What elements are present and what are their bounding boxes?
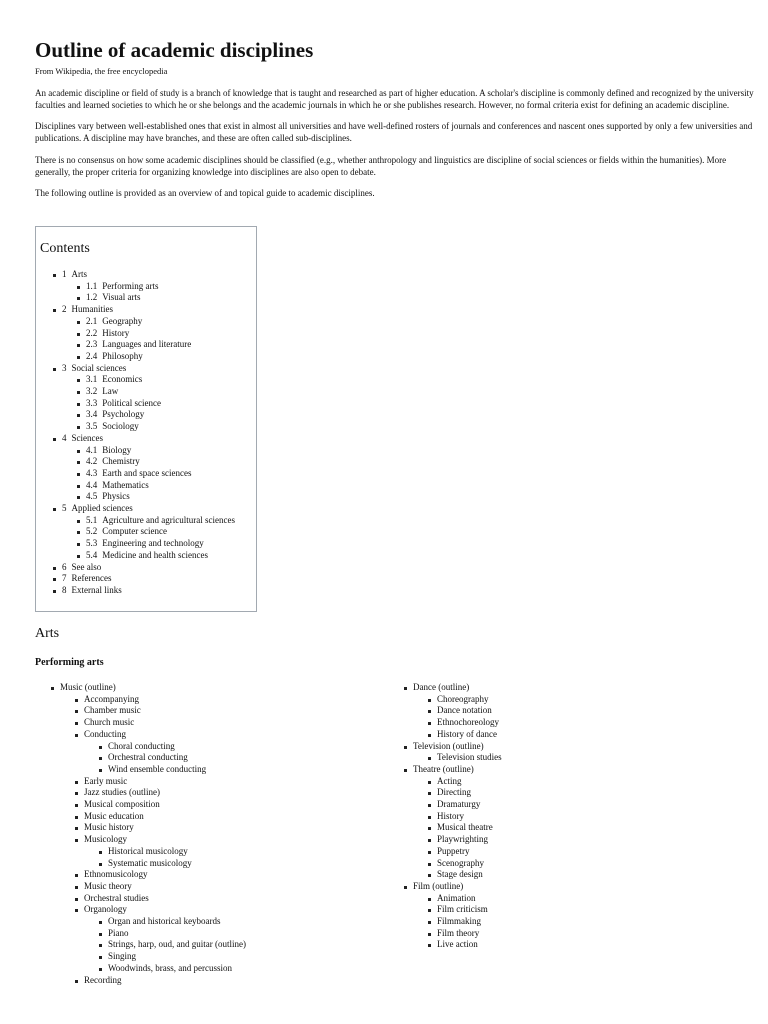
toc-item-arts[interactable] [50, 269, 252, 304]
toc-item-philosophy[interactable] [74, 351, 252, 363]
list-item-choral-conducting [96, 741, 246, 753]
list-item-link[interactable]: Woodwinds, brass, and percussion [108, 962, 233, 973]
toc-number: 4.4 [86, 479, 98, 490]
list-item-link[interactable]: Wind ensemble conducting [108, 763, 207, 774]
toc-label[interactable]: See also [71, 561, 102, 572]
list-item-link[interactable]: Film criticism [437, 904, 488, 915]
toc-sublist [74, 515, 252, 562]
list-item-link[interactable]: Choreography [437, 693, 489, 704]
toc-number: 4.5 [86, 491, 98, 502]
toc-item-economics[interactable] [74, 374, 252, 386]
list-item-link[interactable]: History [437, 810, 464, 821]
list-item-historical-musicology [96, 846, 246, 858]
toc-label[interactable]: Sciences [71, 432, 103, 443]
toc-item-physics[interactable] [74, 491, 252, 503]
intro-paragraph-1: An academic discipline or field of study is a branch of knowledge that is taught and researched as part of higher education. A scholar's discipline is commonly defined and recognized by the university faculties and learned societies to which he or she belongs and the academic journals in which he or she publishes research. However, no formal criteria exist for defining an academic discipline. [35, 88, 754, 110]
toc-label[interactable]: Earth and space sciences [102, 467, 192, 478]
toc-label[interactable]: Visual arts [102, 292, 141, 303]
toc-item-chemistry[interactable] [74, 456, 252, 468]
list-item-music-education [72, 811, 246, 823]
list-item-stage-design [425, 869, 502, 881]
list-item-puppetry [425, 846, 502, 858]
toc-label[interactable]: Psychology [102, 409, 145, 420]
list-item-early-music [72, 776, 246, 788]
toc-sublist [74, 374, 252, 433]
toc-number: 4.2 [86, 456, 98, 467]
toc-number: 2 [62, 304, 67, 315]
sublist [425, 893, 502, 952]
toc-number: 7 [62, 573, 67, 584]
intro-paragraph-3: There is no consensus on how some academic disciplines should be classified (e.g., whether anthropology and linguistics are discipline of social sciences or fields within the humanities). More generally, the proper criteria for organizing knowledge into disciplines are also open to debate. [35, 154, 727, 177]
list-item-link[interactable]: Television studies [437, 752, 502, 763]
sublist [96, 846, 246, 869]
list-item-link[interactable]: Historical musicology [108, 845, 188, 856]
toc-label[interactable]: Sociology [102, 421, 139, 432]
toc-number: 8 [62, 584, 67, 595]
toc-sublist [74, 445, 252, 504]
toc-item-humanities[interactable] [50, 304, 252, 363]
toc-label[interactable]: Humanities [71, 304, 113, 315]
toc-number: 6 [62, 561, 67, 572]
toc-label[interactable]: Agriculture and agricultural sciences [102, 514, 235, 525]
list-item-playwrighting [425, 834, 502, 846]
list-item-live-action [425, 939, 502, 951]
section-heading-arts: Arts [35, 626, 60, 641]
list-item-jazz-studies-outline [72, 787, 246, 799]
toc-label[interactable]: External links [71, 584, 122, 595]
list-item-link[interactable]: Singing [108, 951, 137, 962]
list-item-animation [425, 893, 502, 905]
list-item-link[interactable]: Musical theatre [437, 822, 493, 833]
toc-number: 3.4 [86, 409, 98, 420]
toc-label[interactable]: Mathematics [102, 479, 149, 490]
sublist [72, 694, 246, 987]
list-item-link[interactable]: Film (outline) [413, 880, 464, 891]
list-item-link[interactable]: Dance (outline) [413, 682, 470, 692]
list-item-accompanying [72, 694, 246, 706]
list-item-piano [96, 928, 246, 940]
list-item-history [425, 811, 502, 823]
list-item-link[interactable]: Orchestral conducting [108, 752, 188, 763]
toc-label[interactable]: Performing arts [102, 280, 159, 291]
toc-number: 3.3 [86, 397, 98, 408]
list-item-television-studies [425, 752, 502, 764]
list-item-link[interactable]: Acting [437, 775, 462, 786]
list-item-link[interactable]: Stage design [437, 869, 483, 880]
list-item-link[interactable]: Choral conducting [108, 740, 175, 751]
toc-label[interactable]: Philosophy [102, 350, 143, 361]
list-item-link[interactable]: Organ and historical keyboards [108, 916, 221, 927]
list-item-orchestral-conducting [96, 752, 246, 764]
list-item-link[interactable]: Filmmaking [437, 916, 482, 927]
list-item-link[interactable]: Scenography [437, 857, 484, 868]
table-of-contents [35, 226, 257, 612]
toc-item-biology[interactable] [74, 445, 252, 457]
list-item-strings-harp-oud-and-guitar-outline [96, 939, 246, 951]
list-item-link[interactable]: Live action [437, 939, 478, 950]
toc-number: 3.2 [86, 386, 98, 397]
list-item-link[interactable]: Jazz studies (outline) [84, 787, 160, 798]
subsection-heading-performing-arts: Performing arts [35, 657, 104, 668]
toc-number: 2.1 [86, 315, 98, 326]
toc-label[interactable]: Social sciences [71, 362, 127, 373]
toc-number: 5.1 [86, 514, 98, 525]
sublist [425, 694, 502, 741]
list-item-systematic-musicology [96, 858, 246, 870]
list-item-musical-theatre [425, 822, 502, 834]
list-item-church-music [72, 717, 246, 729]
toc-number: 1 [62, 269, 67, 279]
list-item-link[interactable]: Early music [84, 775, 128, 786]
toc-list [40, 269, 252, 597]
list-column-left [48, 682, 246, 986]
list-item-music-theory [72, 881, 246, 893]
toc-item-see-also[interactable] [50, 562, 252, 574]
list-item-dance-outline [401, 682, 502, 741]
toc-number: 1.2 [86, 292, 98, 303]
list-item-link[interactable]: Piano [108, 927, 129, 938]
tagline: From Wikipedia, the free encyclopedia [35, 66, 168, 76]
toc-number: 4 [62, 432, 67, 443]
page-title: Outline of academic disciplines [35, 38, 314, 62]
list-item-singing [96, 951, 246, 963]
list-item-wind-ensemble-conducting [96, 764, 246, 776]
list-item-link[interactable]: Dramaturgy [437, 799, 481, 810]
list-item-woodwinds-brass-and-percussion [96, 963, 246, 975]
list-item-television-outline [401, 741, 502, 764]
list-item-link[interactable]: Music education [84, 810, 144, 821]
list-item-link[interactable]: Musical composition [84, 799, 160, 810]
list-item-link[interactable]: Film theory [437, 927, 480, 938]
toc-item-languages-and-literature[interactable] [74, 339, 252, 351]
list-item-choreography [425, 694, 502, 706]
list-item-link[interactable]: Directing [437, 787, 471, 798]
list-item-link[interactable]: Musicology [84, 834, 128, 845]
list-item-music-outline [48, 682, 246, 986]
list-item-link[interactable]: Television (outline) [413, 740, 484, 751]
list-item-link[interactable]: Systematic musicology [108, 857, 192, 868]
list-item-film-outline [401, 881, 502, 951]
toc-number: 3.1 [86, 374, 98, 385]
list-item-ethnomusicology [72, 869, 246, 881]
toc-number: 2.2 [86, 327, 98, 338]
toc-label[interactable]: Physics [102, 491, 130, 502]
list-item-link[interactable]: Strings, harp, oud, and guitar (outline) [108, 939, 246, 950]
toc-number: 5.2 [86, 526, 98, 537]
toc-item-references[interactable] [50, 573, 252, 585]
sublist [425, 752, 502, 764]
list-item-link[interactable]: Dance notation [437, 705, 492, 716]
list-item-link[interactable]: Conducting [84, 728, 126, 739]
list-column-right [401, 682, 502, 951]
toc-number: 2.4 [86, 350, 98, 361]
list-item-chamber-music [72, 705, 246, 717]
toc-item-performing-arts[interactable] [74, 281, 252, 293]
list-item-scenography [425, 858, 502, 870]
toc-number: 2.3 [86, 339, 98, 350]
toc-label[interactable]: Engineering and technology [102, 538, 204, 549]
list-item-dance-notation [425, 705, 502, 717]
toc-label[interactable]: Biology [102, 444, 132, 455]
toc-item-visual-arts[interactable] [74, 292, 252, 304]
sublist [96, 741, 246, 776]
toc-item-external-links[interactable] [50, 585, 252, 597]
toc-item-applied-sciences[interactable] [50, 503, 252, 562]
list-item-link[interactable]: Music history [84, 822, 134, 833]
toc-label[interactable]: Arts [71, 269, 87, 279]
toc-number: 1.1 [86, 280, 98, 291]
toc-label[interactable]: Medicine and health sciences [102, 549, 208, 560]
list-item-link[interactable]: Music theory [84, 880, 132, 891]
toc-number: 3 [62, 362, 67, 373]
list-item-link[interactable]: Chamber music [84, 705, 141, 716]
toc-item-computer-science[interactable] [74, 526, 252, 538]
toc-number: 3.5 [86, 421, 98, 432]
toc-label[interactable]: Law [102, 386, 119, 397]
intro-paragraph-2: Disciplines vary between well-established ones that exist in almost all universities and have well-defined rosters of journals and conferences and nascent ones supported by only a few universities and publications. A discipline may have branches, and these are often called sub-disciplines. [35, 121, 753, 144]
toc-label[interactable]: Political science [102, 397, 161, 408]
toc-number: 5 [62, 503, 67, 514]
list-item-orchestral-studies [72, 893, 246, 905]
article [35, 38, 757, 985]
list-item-link[interactable]: Recording [84, 974, 122, 985]
list-item-conducting [72, 729, 246, 776]
toc-item-law[interactable] [74, 386, 252, 398]
toc-number: 4.3 [86, 467, 98, 478]
toc-item-earth-and-space-sciences[interactable] [74, 468, 252, 480]
list-item-link[interactable]: Accompanying [84, 693, 139, 704]
list-item-history-of-dance [425, 729, 502, 741]
toc-number: 4.1 [86, 444, 98, 455]
list-item-dramaturgy [425, 799, 502, 811]
toc-label[interactable]: Languages and literature [102, 339, 192, 350]
sublist [425, 776, 502, 881]
toc-item-geography[interactable] [74, 316, 252, 328]
list-item-musical-composition [72, 799, 246, 811]
list-item-organology [72, 904, 246, 974]
toc-item-political-science[interactable] [74, 398, 252, 410]
list-item-link[interactable]: Orchestral studies [84, 892, 149, 903]
list-item-ethnochoreology [425, 717, 502, 729]
list-item-directing [425, 787, 502, 799]
toc-item-sociology[interactable] [74, 421, 252, 433]
toc-label[interactable]: Geography [102, 315, 143, 326]
list-item-link[interactable]: Theatre (outline) [413, 763, 474, 774]
list-item-link[interactable]: History of dance [437, 728, 497, 739]
list-item-film-criticism [425, 904, 502, 916]
list-item-link[interactable]: Playwrighting [437, 834, 488, 845]
list-item-filmmaking [425, 916, 502, 928]
toc-label[interactable]: Computer science [102, 526, 167, 537]
toc-item-mathematics[interactable] [74, 480, 252, 492]
list-item-music-history [72, 822, 246, 834]
toc-item-agriculture-and-agricultural-sciences[interactable] [74, 515, 252, 527]
list-item-link[interactable]: Animation [437, 892, 476, 903]
toc-label[interactable]: References [71, 573, 112, 584]
toc-label[interactable]: History [102, 327, 130, 338]
toc-label[interactable]: Applied sciences [71, 503, 133, 514]
list-item-link[interactable]: Puppetry [437, 845, 470, 856]
toc-sublist [74, 281, 252, 304]
list-item-link[interactable]: Ethnomusicology [84, 869, 148, 880]
list-item-link[interactable]: Church music [84, 717, 135, 728]
toc-number: 5.4 [86, 549, 98, 560]
toc-item-medicine-and-health-sciences[interactable] [74, 550, 252, 562]
toc-number: 5.3 [86, 538, 98, 549]
list-item-link[interactable]: Music (outline) [60, 682, 116, 692]
list-item-link[interactable]: Organology [84, 904, 127, 915]
toc-label[interactable]: Economics [102, 374, 143, 385]
sublist [96, 916, 246, 975]
toc-title: Contents [40, 241, 90, 256]
toc-item-social-sciences[interactable] [50, 363, 252, 433]
toc-item-history[interactable] [74, 328, 252, 340]
list-item-musicology [72, 834, 246, 869]
list-item-organ-and-historical-keyboards [96, 916, 246, 928]
toc-item-engineering-and-technology[interactable] [74, 538, 252, 550]
toc-item-sciences[interactable] [50, 433, 252, 503]
list-item-link[interactable]: Ethnochoreology [437, 717, 499, 728]
toc-sublist [74, 316, 252, 363]
intro-paragraph-4: The following outline is provided as an overview of and topical guide to academic disciplines. [35, 188, 375, 199]
list-item-recording [72, 975, 246, 987]
list-item-theatre-outline [401, 764, 502, 881]
list-item-film-theory [425, 928, 502, 940]
toc-label[interactable]: Chemistry [102, 456, 140, 467]
list-item-acting [425, 776, 502, 788]
toc-item-psychology[interactable] [74, 409, 252, 421]
